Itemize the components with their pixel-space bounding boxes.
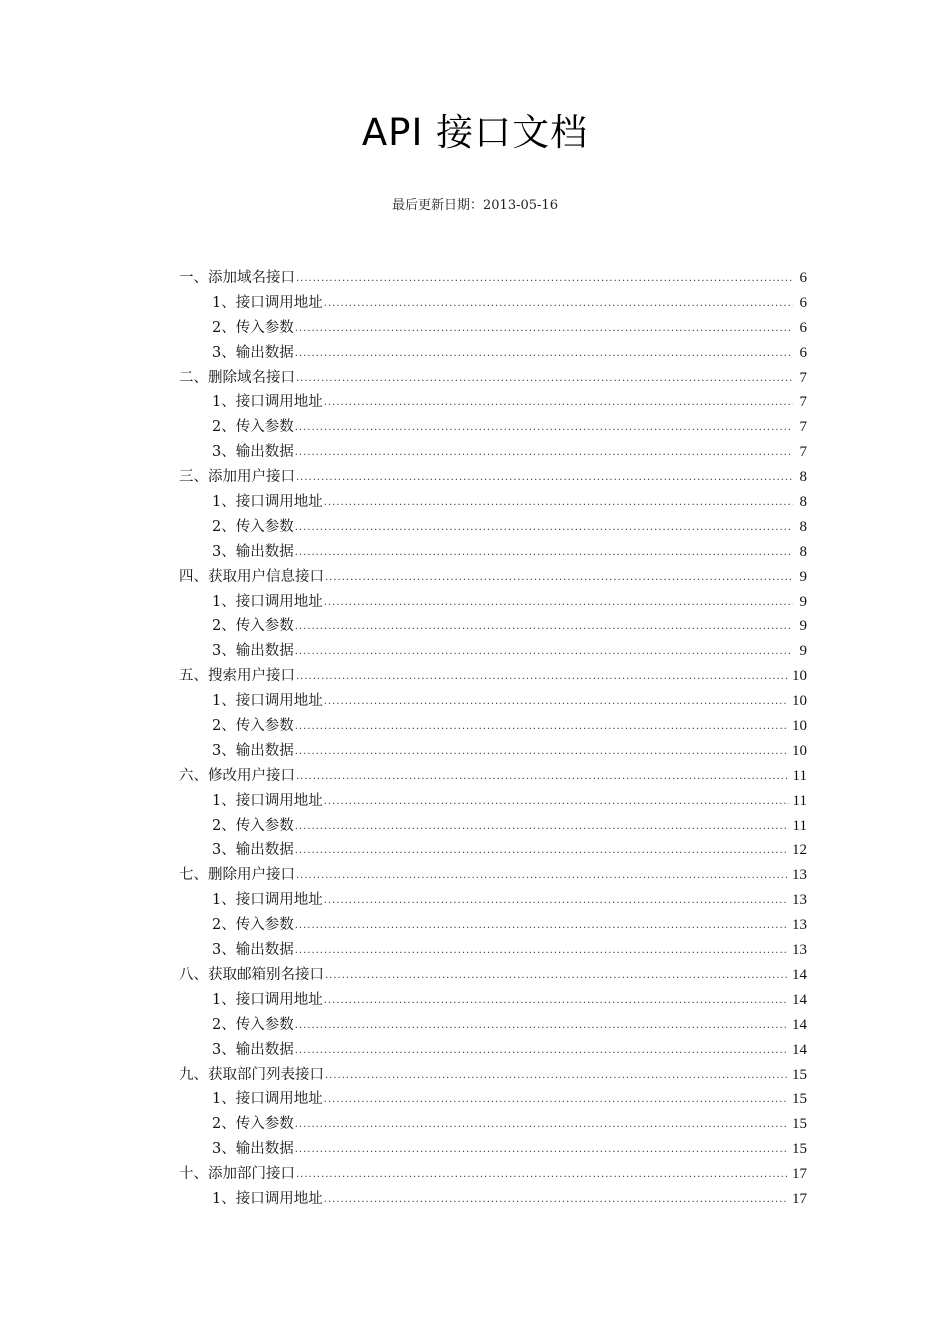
toc-subsection-entry[interactable] [179,540,807,565]
toc-dot-leader [324,790,789,815]
toc-subsection-entry[interactable] [179,1087,807,1112]
toc-entry-title: 3、输出数据 [212,543,294,560]
toc-dot-leader [324,1088,788,1113]
toc-subsection-entry[interactable] [179,490,807,515]
toc-page-number: 15 [792,1116,807,1133]
toc-subsection-entry[interactable] [179,614,807,639]
toc-dot-leader [295,1138,788,1163]
toc-subsection-entry[interactable] [179,814,807,839]
toc-page-number: 13 [792,867,807,884]
toc-dot-leader [296,466,793,491]
toc-entry-title: 1、接口调用地址 [212,1091,323,1108]
toc-section-entry[interactable] [179,1063,807,1088]
toc-dot-leader [325,1064,788,1089]
toc-subsection-entry[interactable] [179,714,807,739]
toc-page-number: 13 [792,892,807,909]
toc-page-number: 8 [799,494,807,511]
toc-subsection-entry[interactable] [179,415,807,440]
toc-dot-leader [296,864,788,889]
toc-entry-title: 2、传入参数 [212,817,294,834]
toc-dot-leader [295,541,793,566]
toc-entry-title: 十、添加部门接口 [179,1166,295,1183]
toc-entry-title: 1、接口调用地址 [212,394,323,411]
toc-entry-title: 2、传入参数 [212,319,294,336]
toc-dot-leader [295,1039,788,1064]
toc-page-number: 15 [792,1091,807,1108]
toc-subsection-entry[interactable] [179,838,807,863]
toc-section-entry[interactable] [179,1162,807,1187]
toc-dot-leader [324,491,793,516]
toc-entry-title: 1、接口调用地址 [212,991,323,1008]
toc-section-entry[interactable] [179,863,807,888]
toc-section-entry[interactable] [179,963,807,988]
toc-entry-title: 九、获取部门列表接口 [179,1066,324,1083]
toc-subsection-entry[interactable] [179,1137,807,1162]
toc-entry-title: 四、获取用户信息接口 [179,568,324,585]
toc-dot-leader [296,367,793,392]
toc-page-number: 11 [792,792,807,809]
toc-page-number: 7 [799,394,807,411]
toc-page-number: 7 [799,419,807,436]
toc-subsection-entry[interactable] [179,1038,807,1063]
toc-entry-title: 八、获取邮箱别名接口 [179,966,324,983]
toc-subsection-entry[interactable] [179,1187,807,1212]
toc-dot-leader [295,740,788,765]
toc-page-number: 8 [799,543,807,560]
toc-dot-leader [296,665,788,690]
toc-dot-leader [295,416,793,441]
toc-entry-title: 2、传入参数 [212,1016,294,1033]
toc-dot-leader [296,765,789,790]
toc-page-number: 15 [792,1141,807,1158]
toc-page-number: 9 [799,593,807,610]
toc-subsection-entry[interactable] [179,639,807,664]
toc-page-number: 14 [792,1041,807,1058]
toc-dot-leader [295,914,788,939]
toc-dot-leader [295,839,788,864]
toc-page-number: 10 [792,668,807,685]
toc-page-number: 6 [799,294,807,311]
toc-page-number: 8 [799,469,807,486]
toc-entry-title: 三、添加用户接口 [179,469,295,486]
toc-dot-leader [324,391,793,416]
toc-page-number: 6 [799,344,807,361]
toc-entry-title: 1、接口调用地址 [212,792,323,809]
toc-page-number: 13 [792,942,807,959]
toc-subsection-entry[interactable] [179,440,807,465]
toc-subsection-entry[interactable] [179,341,807,366]
toc-dot-leader [295,615,793,640]
toc-subsection-entry[interactable] [179,590,807,615]
toc-section-entry[interactable] [179,465,807,490]
toc-dot-leader [295,715,788,740]
toc-page-number: 9 [799,618,807,635]
document-title: API 接口文档 [361,111,589,154]
toc-page-number: 11 [792,767,807,784]
toc-page-number: 9 [799,568,807,585]
toc-entry-title: 二、删除域名接口 [179,369,295,386]
toc-dot-leader [295,342,793,367]
toc-subsection-entry[interactable] [179,789,807,814]
toc-entry-title: 六、修改用户接口 [179,767,295,784]
toc-dot-leader [295,1113,788,1138]
toc-entry-title: 3、输出数据 [212,344,294,361]
toc-entry-title: 3、输出数据 [212,643,294,660]
toc-section-entry[interactable] [179,266,807,291]
toc-dot-leader [324,292,793,317]
toc-entry-title: 2、传入参数 [212,1116,294,1133]
toc-entry-title: 3、输出数据 [212,444,294,461]
toc-dot-leader [295,317,793,342]
toc-dot-leader [324,989,788,1014]
toc-entry-title: 2、传入参数 [212,618,294,635]
toc-page-number: 13 [792,917,807,934]
toc-entry-title: 3、输出数据 [212,942,294,959]
toc-entry-title: 2、传入参数 [212,917,294,934]
toc-dot-leader [324,1188,788,1213]
toc-page-number: 9 [799,643,807,660]
toc-subsection-entry[interactable] [179,888,807,913]
toc-entry-title: 2、传入参数 [212,518,294,535]
toc-page-number: 14 [792,991,807,1008]
toc-page-number: 8 [799,518,807,535]
toc-entry-title: 五、搜索用户接口 [179,668,295,685]
toc-dot-leader [295,516,793,541]
toc-page-number: 17 [792,1166,807,1183]
toc-page-number: 14 [792,1016,807,1033]
toc-page-number: 17 [792,1190,807,1207]
toc-dot-leader [324,889,788,914]
toc-subsection-entry[interactable] [179,515,807,540]
toc-subsection-entry[interactable] [179,988,807,1013]
toc-page-number: 14 [792,966,807,983]
toc-dot-leader [295,1014,788,1039]
toc-page-number: 12 [792,842,807,859]
toc-page-number: 15 [792,1066,807,1083]
toc-dot-leader [295,815,789,840]
toc-subsection-entry[interactable] [179,689,807,714]
toc-subsection-entry[interactable] [179,739,807,764]
toc-page-number: 10 [792,742,807,759]
toc-page-number: 11 [792,817,807,834]
toc-dot-leader [325,964,788,989]
toc-entry-title: 1、接口调用地址 [212,693,323,710]
toc-dot-leader [325,566,793,591]
toc-subsection-entry[interactable] [179,316,807,341]
toc-page-number: 10 [792,718,807,735]
toc-entry-title: 3、输出数据 [212,1041,294,1058]
toc-entry-title: 七、删除用户接口 [179,867,295,884]
toc-page-number: 10 [792,693,807,710]
toc-entry-title: 1、接口调用地址 [212,892,323,909]
toc-entry-title: 3、输出数据 [212,842,294,859]
toc-entry-title: 一、添加域名接口 [179,270,295,286]
toc-subsection-entry[interactable] [179,913,807,938]
toc-entry-title: 3、输出数据 [212,742,294,759]
toc-dot-leader [295,441,793,466]
toc-page-number: 6 [799,270,807,286]
toc-dot-leader [324,690,788,715]
toc-page-number: 7 [799,444,807,461]
toc-entry-title: 1、接口调用地址 [212,294,323,311]
toc-entry-title: 2、传入参数 [212,419,294,436]
toc-subsection-entry[interactable] [179,291,807,316]
toc-section-entry[interactable] [179,366,807,391]
toc-section-entry[interactable] [179,664,807,689]
toc-dot-leader [296,267,793,292]
toc-dot-leader [295,939,788,964]
toc-section-entry[interactable] [179,764,807,789]
toc-dot-leader [296,1163,788,1188]
toc-subsection-entry[interactable] [179,1112,807,1137]
toc-entry-title: 1、接口调用地址 [212,1190,323,1207]
toc-entry-title: 3、输出数据 [212,1141,294,1158]
last-updated-date: 最后更新日期：2013-05-16 [392,198,558,213]
toc-subsection-entry[interactable] [179,938,807,963]
toc-page-number: 7 [799,369,807,386]
table-of-contents [179,266,807,1212]
toc-subsection-entry[interactable] [179,1013,807,1038]
toc-subsection-entry[interactable] [179,390,807,415]
toc-entry-title: 2、传入参数 [212,718,294,735]
toc-entry-title: 1、接口调用地址 [212,494,323,511]
toc-entry-title: 1、接口调用地址 [212,593,323,610]
toc-section-entry[interactable] [179,565,807,590]
toc-dot-leader [295,640,793,665]
toc-page-number: 6 [799,319,807,336]
toc-dot-leader [324,591,793,616]
